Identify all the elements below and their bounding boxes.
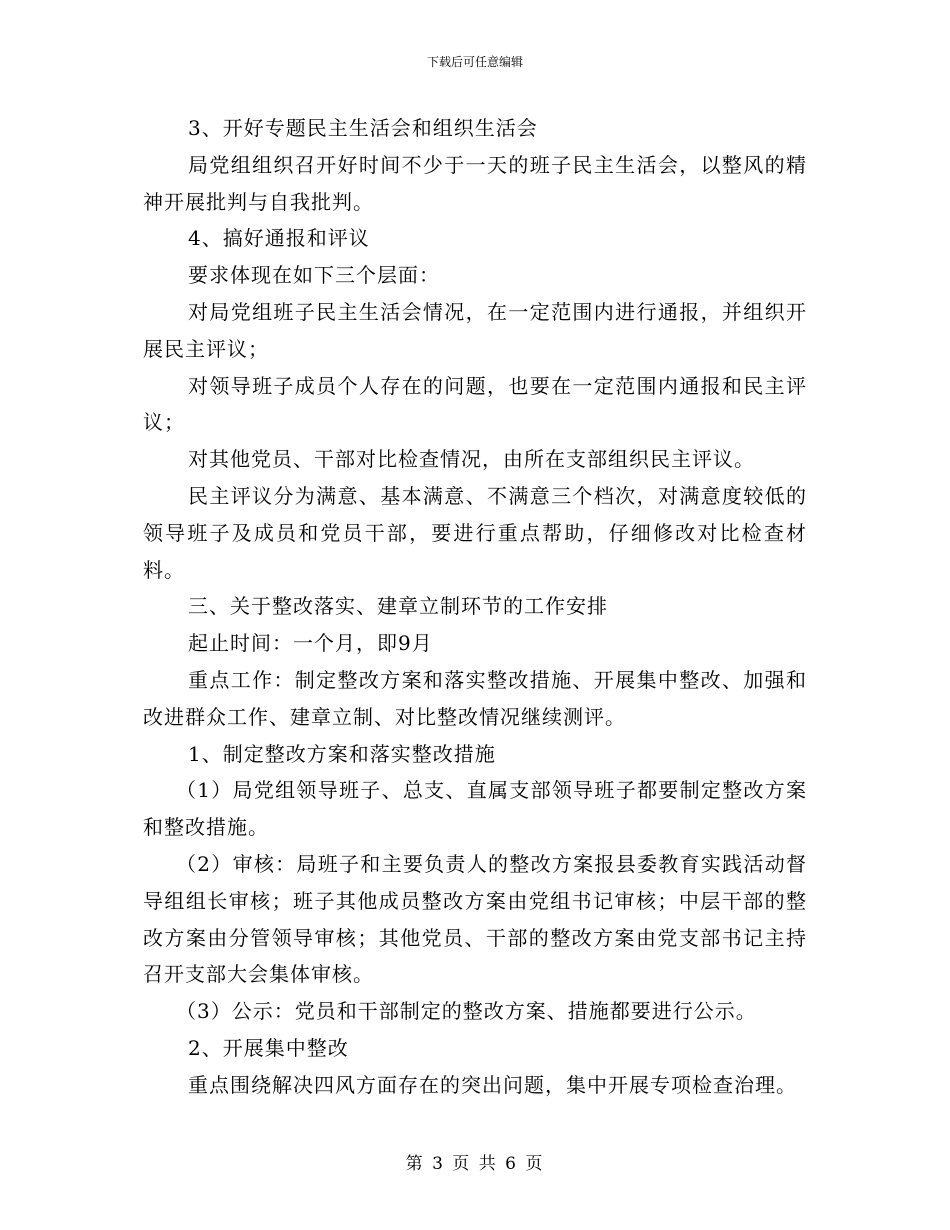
heading-1-rectification-plan: 1、制定整改方案和落实整改措施	[188, 741, 496, 766]
paragraph-three-levels: 要求体现在如下三个层面：	[188, 263, 440, 288]
paragraph-time-period: 起止时间：一个月，即9月	[188, 631, 433, 656]
paragraph-evaluation-grades: 民主评议分为满意、基本满意、不满意三个档次，对满意度较低的领导班子及成员和党员干部，要进行重点帮助，仔细修改对比检查材料。	[143, 483, 807, 582]
heading-4-notification-evaluation: 4、搞好通报和评议	[188, 226, 370, 251]
paragraph-level-3: 对其他党员、干部对比检查情况，由所在支部组织民主评议。	[188, 447, 755, 472]
section-heading-3: 三、关于整改落实、建章立制环节的工作安排	[188, 594, 608, 619]
paragraph-four-styles: 重点围绕解决四风方面存在的突出问题，集中开展专项检查治理。	[188, 1072, 797, 1097]
paragraph-level-1: 对局党组班子民主生活会情况，在一定范围内进行通报，并组织开展民主评议；	[143, 299, 807, 361]
page-header: 下载后可任意编辑	[426, 55, 523, 69]
paragraph-party-group-meeting: 局党组组织召开好时间不少于一天的班子民主生活会，以整风的精神开展批判与自我批判。	[143, 152, 807, 214]
paragraph-key-work: 重点工作：制定整改方案和落实整改措施、开展集中整改、加强和改进群众工作、建章立制、对比整改情况继续测评。	[143, 667, 807, 729]
heading-2-concentrated-rectification: 2、开展集中整改	[188, 1035, 349, 1060]
page-number: 第 3 页 共 6 页	[405, 1154, 545, 1174]
paragraph-level-2: 对领导班子成员个人存在的问题，也要在一定范围内通报和民主评议；	[143, 373, 807, 435]
paragraph-item-3-publicity: （3）公示：党员和干部制定的整改方案、措施都要进行公示。	[176, 999, 757, 1024]
document-body	[143, 110, 807, 1104]
paragraph-item-1: （1）局党组领导班子、总支、直属支部领导班子都要制定整改方案和整改措施。	[143, 778, 807, 840]
heading-3-democratic-life-meeting: 3、开好专题民主生活会和组织生活会	[188, 116, 538, 140]
paragraph-item-2-review: （2）审核：局班子和主要负责人的整改方案报县委教育实践活动督导组组长审核；班子其他成员整改方案由党组书记审核；中层干部的整改方案由分管领导审核；其他党员、干部的整改方案由党支部书记主持召开支部大会集体审核。	[143, 851, 807, 987]
